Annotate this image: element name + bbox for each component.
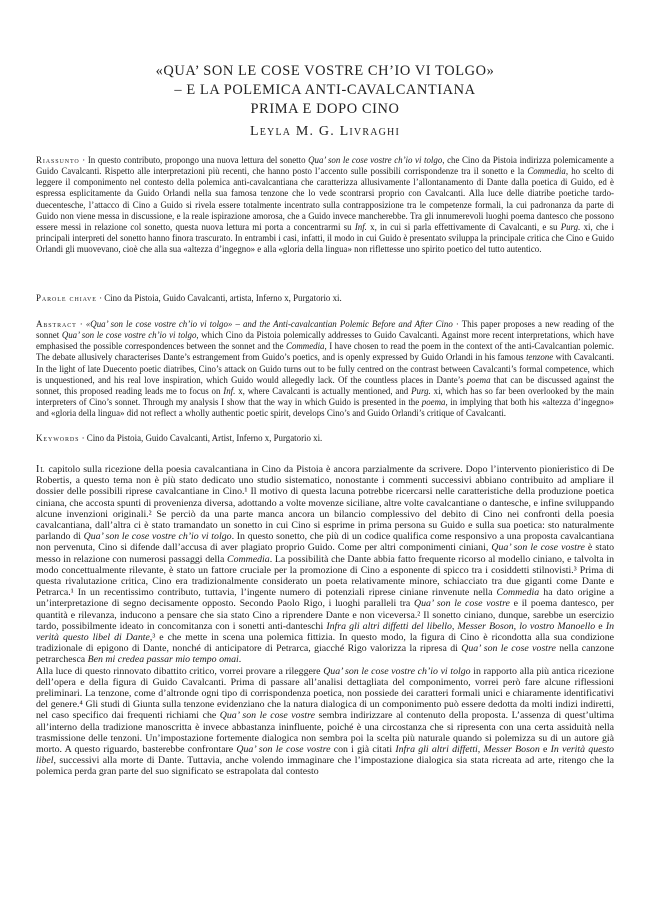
abstract-text: [36, 319, 614, 419]
abstract-text-part: , I have chosen to read the poem in the context of the anti-Cavalcantian polemic. The debate allusively characterises Dante’s estrangement from Guido’s poetics, and is openly expressed by Guido Orlandi in his famous: [36, 341, 615, 363]
abstract-italic: «Qua’ son le cose vostre ch’io vi tolgo» – and the Anti-cavalcantian Polemic Before and After Cino: [85, 319, 453, 329]
body-italic: Commedia: [496, 587, 540, 599]
abstract-text-part: , which Cino da Pistoia polemically addresses to Guido Cavalcanti. Against more recent interpretations, which have emphasised the possible correspondences between the sonnet and the: [36, 330, 614, 352]
abstract-separator: ·: [76, 319, 86, 329]
author-name: Leyla M. G. Livraghi: [249, 124, 401, 139]
body-text-part: in rapporto alla più antica ricezione dell’opera e della figura di Guido Cavalcanti. Prima di passare all’analisi dettagliata del componimento, vorrei però fare alcune riflessioni preliminari. La tenzone, come d’altronde ogni tipo di corrispondenza poetica, non possiede dei caratteri formali unici e chiaramente identificativi del genere.⁴ Gli studi di Giunta sulla tenzone evidenziano che la natura dialogica di un componimento può essere dedotta da molti indizi indiretti, nel caso specifico dai frequenti richiami che: [36, 665, 615, 722]
article-body: [36, 464, 614, 778]
body-italic: Qua’ son le cose vostre: [461, 643, 556, 655]
body-italic: Qua’ son le cose vostre: [413, 598, 510, 610]
body-text-part: . La possibilità che Dante abbia fatto frequente ricorso al modello ciniano, e talvolta in modo concettualmente rilevante, è stato un fattore cruciale per la promozione di Cino a esponente di spicco tra i cosiddetti stilnovisti.³ Prima di questa rivalutazione critica, Cino era tradizionalmente considerato un poeta relativamente minore, schiacciato tra due giganti come Dante e Petrarca.¹ In un recentissimo contributo, tuttavia, l’ingente numero di potenziali riprese ciniane rinvenute nella: [36, 553, 614, 599]
body-italic: Infra gli altri diffetti, Messer Boson: [395, 744, 540, 756]
riassunto-italic: Inf.: [354, 221, 367, 232]
parole-chiave-separator: ·: [96, 293, 105, 303]
body-italic: Qua’ son le cose vostre ch’io vi tolgo: [83, 531, 232, 543]
riassunto-text-part: , che Cino da Pistoia indirizza polemicamente a Guido Cavalcanti. Rispetto alle interpretazioni più recenti, che hanno posto l’accento sulle possibili corrispondenze tra il sonetto e la: [36, 155, 614, 177]
riassunto-italic: Purg.: [560, 221, 581, 232]
riassunto-separator: ·: [79, 155, 88, 165]
abstract-italic: poema: [421, 397, 446, 408]
body-text-part: . In questo sonetto, che più di un codice qualifica come responsivo a una proposta cavalcantiana non pervenuta, Cino si difende dall’accusa di aver plagiato proprio Guido. Come per altri componimenti ciniani,: [36, 531, 614, 554]
abstract-text-part: , in implying that both his «altezza d’ingegno» and «gloria della lingua» did not reflect a wholly authentic poetic spirit, develops Cino’s and Guido Orlandi’s critique of Cavalcanti.: [36, 397, 614, 419]
body-text-part: con i già citati: [330, 744, 396, 756]
abstract-italic: poema: [466, 374, 491, 385]
body-italic: Infra gli altri diffetti del libello, Messer Boson, lo vostro Manoello: [326, 620, 596, 632]
body-italic: In verità questo libel di Dante: [36, 620, 615, 644]
body-italic: Qua’ son le cose vostre: [491, 542, 585, 554]
article-title: [40, 62, 610, 119]
abstract-italic: tenzone: [526, 352, 554, 363]
riassunto-label: Riassunto: [36, 155, 80, 165]
abstract-text-part: with Cavalcanti. In the light of late Duecento poetic diatribes, Cino’s attack on Guido turns out to be fully centred on the contrast between Cavalcanti’s formal competence, which is unquestioned, and his real love inspiration, which Guido would allegedly lack. Of the countless places in Dante’s: [36, 352, 614, 385]
body-paragraph-1: [36, 464, 614, 666]
keywords-separator: ·: [79, 433, 87, 443]
abstract-text-part: · This paper proposes a new reading of the sonnet: [36, 319, 614, 341]
riassunto-text-part: x, in cui si parla effettivamente di Cavalcanti, e su: [366, 221, 561, 232]
abstract-italic: Purg.: [411, 385, 431, 396]
body-text-part: sembra indirizzare al contenuto della proposta. L’assenza di quest’ultima all’interno della tradizione manoscritta è invece abbastanza ininfluente, poiché è una circostanza che si ripresenta con una certa assiduità nella trasmissione delle tenzoni. Un’impostazione fortemente dialogica non sembra poi la scelta più naturale quando si polemizza su di un autore già morto. A questo riguardo, basterebbe confrontare: [36, 710, 614, 756]
body-text-part: e: [539, 744, 551, 756]
title-line-2: – E LA POLEMICA ANTI-CAVALCANTIANA: [174, 82, 476, 98]
keywords-text: [36, 433, 614, 444]
body-text-part: Alla luce di questo rinnovato dibattito critico, vorrei provare a rileggere: [36, 665, 324, 677]
abstract-italic: Qua’ son le cose vostre ch’io vi tolgo: [61, 330, 197, 341]
abstract-label: Abstract: [36, 319, 77, 329]
keywords-label: Keywords: [36, 433, 80, 443]
title-line-3: PRIMA E DOPO CINO: [250, 101, 400, 117]
body-text-part: ,³ e che mette in scena una polemica fittizia. In questo modo, la figura di Cino è ricondotta alla sua condizione tradizionale di epigono di Dante, nonché di anticipatore di Petrarca, giacché Rigo valorizza la ripresa di: [36, 632, 614, 655]
riassunto-text-part: xi, che i principali interpreti del sonetto hanno finora trascurato. In entrambi i casi, infatti, il modo in cui Guido è presentato sviluppa la principale critica che Cino e Guido Orlandi gli muovevano, cioè che alla sua «altezza d’ingegno» e alla «gloria della lingua» non riflettesse uno spirito poetico del tutto autentico.: [36, 221, 615, 255]
body-italic: In verità questo libel: [36, 744, 614, 767]
abstract-italic: Commedia: [286, 341, 325, 352]
riassunto-text: [36, 155, 614, 255]
body-italic: Commedia: [227, 553, 270, 565]
riassunto-text-part: In questo contributo, propongo una nuova lettura del sonetto: [87, 155, 309, 165]
abstract-section: [36, 319, 614, 419]
body-paragraph-2: [36, 666, 614, 778]
keywords-section: [36, 433, 614, 444]
abstract-text-part: that can be discussed against the sonnet, this proposed reading leads me to focus on: [36, 374, 614, 396]
parole-chiave-text: [36, 293, 614, 304]
body-text-part: .: [238, 654, 242, 666]
keywords-list: Cino da Pistoia, Guido Cavalcanti, Artist, Inferno x, Purgatorio xi.: [86, 433, 323, 443]
body-text-part: è stato messo in relazione con numerosi passaggi della: [36, 542, 614, 565]
abstract-text-part: x, where Cavalcanti is actually mentioned, and: [235, 385, 412, 396]
abstract-text-part: xi, which has so far been overlooked by the main interpreters of Cino’s sonnet. Through my analysis I show that the way in which Guido is presented in the: [36, 385, 614, 408]
body-italic: Qua’ son le cose vostre: [236, 744, 331, 756]
title-line-1: «QUA’ SON LE COSE VOSTRE CH’IO VI TOLGO»: [155, 63, 495, 79]
body-text-part: , successivi alla morte di Dante. Tuttavia, anche volendo immaginare che l’impostazione dialogica sia stata ricreata ad arte, ritengo che la polemica perda gran parte del suo significato se estrapolata dal contesto: [36, 755, 614, 778]
parole-chiave-list: Cino da Pistoia, Guido Cavalcanti, artista, Inferno x, Purgatorio xi.: [104, 293, 342, 303]
body-lead-word: Il: [36, 464, 46, 475]
riassunto-italic: Commedia: [527, 166, 566, 177]
body-text-part: ha dato origine a un’interpretazione di segno decisamente opposto. Secondo Paolo Rigo, i luoghi paralleli tra: [36, 587, 615, 610]
abstract-italic: Inf.: [223, 385, 236, 396]
riassunto-section: [36, 155, 614, 255]
body-text-part: nella canzone petrarchesca: [36, 643, 614, 666]
parole-chiave-section: [36, 293, 614, 304]
body-text-part: capitolo sulla ricezione della poesia cavalcantiana in Cino da Pistoia è ancora parzialmente da scrivere. Dopo l’intervento pionieristico di De Robertis, a questo tema non è più stato dedicato uno studio sistematico, nonostante i commenti successivi abbiano contribuito ad ampliare il dossier delle possibili riprese cavalcantiane in Cino.¹ Il motivo di questa lacuna potrebbe ricercarsi nelle caratteristiche della produzione poetica ciniana, che accosta spunti di provenienza diversa, adottando a volte movenze siciliane, altre volte cavalcantiane o dantesche, e infine sviluppando alcune invenzioni originali.² Se perciò da una parte manca ancora un bilancio complessivo del debito di Cino nei confronti della poesia cavalcantiana, dall’altra ci è stato tramandato un sonetto in cui Cino si esprime in prima persona su Guido e sulla sua poetica: sto naturalmente parlando di: [36, 464, 614, 543]
body-italic: Qua’ son le cose vostre: [219, 710, 315, 722]
body-text-part: e: [595, 620, 606, 632]
parole-chiave-label: Parole chiave: [36, 293, 97, 303]
body-italic: Ben mi credea passar mio tempo omai: [87, 654, 239, 666]
body-italic: Qua’ son le cose vostre ch’io vi tolgo: [323, 665, 471, 677]
riassunto-italic: Qua’ son le cose vostre ch’io vi tolgo: [308, 155, 443, 165]
body-text-part: e il poema dantesco, per quantità e rilevanza, inducono a pensare che sia stato Cino a riprendere Dante e non viceversa.² Il sonetto ciniano, dunque, sarebbe un esercizio tardo, possibilmente ideato in concomitanza con i sonetti anti-danteschi: [36, 598, 614, 632]
riassunto-text-part: , ho scelto di leggere il componimento nel contesto della polemica anti-cavalcantiana che caratterizza allusivamente l’allontanamento di Dante dalla poetica di Guido, ed è espressa esplicitamente da Guido Orlandi nella sua famosa tenzone che lo vede scontrarsi proprio con Cavalcanti. Alla luce delle diatribe poetiche tardo-duecentesche, l’attacco di Cino a Guido si rivela essere totalmente incentrato sulla contrapposizione tra le competenze formali, la cui padronanza da parte di Guido non viene messa in discussione, e la reale ispirazione amorosa, che a Guido invece mancherebbe. Tra gli innumerevoli luoghi poema dantesco che possono essere messi in relazione col sonetto, questa nuova lettura mi porta a concentrarmi su: [36, 166, 614, 232]
